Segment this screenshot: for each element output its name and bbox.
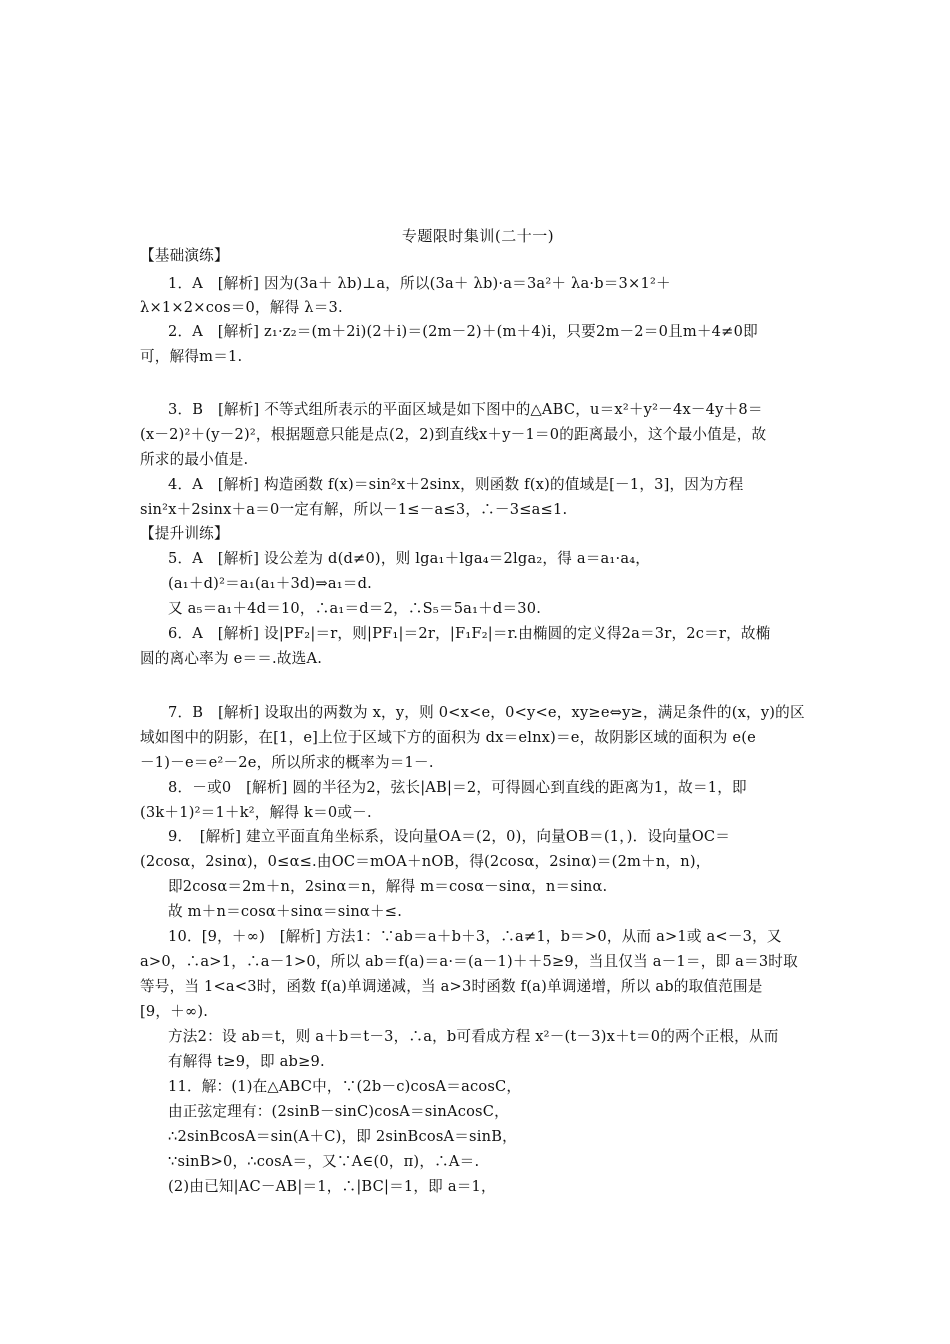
text-line: 域如图中的阴影，在[1，e]上位于区域下方的面积为 dx＝elnx)＝e，故阴影区域的面积为 e(e — [140, 729, 756, 746]
text-line: 5．A [解析] 设公差为 d(d≠0)，则 lga₁＋lga₄＝2lga₂，得 a＝a₁·a₄， — [168, 550, 651, 567]
text-line: 由正弦定理有：(2sinB－sinC)cosA＝sinAcosC， — [168, 1103, 509, 1120]
text-line: a>0，∴a>1，∴a－1>0，所以 ab＝f(a)＝a·＝(a－1)＋＋5≥9，当且仅当 a－1＝，即 a＝3时取 — [140, 953, 798, 970]
text-line: 方法2：设 ab＝t，则 a＋b＝t－3，∴a，b可看成方程 x²－(t－3)x＋t＝0的两个正根，从而 — [168, 1028, 779, 1045]
text-line: 所求的最小值是. — [140, 451, 249, 468]
text-line: 1．A [解析] 因为(3a＋ λb)⊥a，所以(3a＋ λb)·a＝3a²＋ λa·b＝3×1²＋ — [168, 275, 671, 292]
text-line: λ×1×2×cos＝0，解得 λ＝3. — [140, 299, 343, 316]
section-heading-basic: 【基础演练】 — [140, 247, 229, 264]
document-page — [140, 0, 816, 1344]
text-line: 11．解：(1)在△ABC中，∵(2b－c)cosA＝acosC， — [168, 1078, 522, 1095]
text-line: (3k＋1)²＝1＋k²，解得 k＝0或－. — [140, 804, 372, 821]
text-line: 等号，当 1<a<3时，函数 f(a)单调递减，当 a>3时函数 f(a)单调递增，所以 ab的取值范围是 — [140, 978, 763, 995]
text-line: 4．A [解析] 构造函数 f(x)＝sin²x＋2sinx，则函数 f(x)的值域是[－1，3]，因为方程 — [168, 476, 744, 493]
text-line: 9． [解析] 建立平面直角坐标系，设向量OA＝(2，0)，向量OB＝(1，)．设向量OC＝ — [168, 828, 731, 845]
page-title: 专题限时集训(二十一) — [401, 227, 555, 245]
text-line: 故 m＋n＝cosα＋sinα＝sinα＋≤. — [168, 903, 403, 920]
section-heading-advanced: 【提升训练】 — [140, 525, 229, 542]
text-line: (a₁＋d)²＝a₁(a₁＋3d)⇒a₁＝d. — [168, 575, 372, 592]
text-line: 又 a₅＝a₁＋4d＝10，∴a₁＝d＝2，∴S₅＝5a₁＋d＝30. — [168, 600, 542, 617]
text-line: (x－2)²＋(y－2)²，根据题意只能是点(2，2)到直线x＋y－1＝0的距离最小，这个最小值是，故 — [140, 426, 767, 443]
text-line: 6．A [解析] 设|PF₂|＝r，则|PF₁|＝2r，|F₁F₂|＝r.由椭圆的定义得2a＝3r，2c＝r，故椭 — [168, 625, 771, 642]
text-line: ∴2sinBcosA＝sin(A＋C)，即 2sinBcosA＝sinB， — [168, 1128, 517, 1145]
text-line: 即2cosα＝2m＋n，2sinα＝n，解得 m＝cosα－sinα，n＝sinα. — [168, 878, 608, 895]
text-line: －1)－e＝e²－2e，所以所求的概率为＝1－. — [140, 754, 434, 771]
text-line: [9，＋∞). — [140, 1003, 209, 1020]
text-line: (2cosα，2sinα)，0≤α≤.由OC＝mOA＋nOB，得(2cosα，2sinα)＝(2m＋n，n)， — [140, 853, 711, 870]
text-line: (2)由已知|AC－AB|＝1，∴|BC|＝1，即 a＝1， — [168, 1178, 496, 1195]
text-line: 2．A [解析] z₁·z₂＝(m＋2i)(2＋i)＝(2m－2)＋(m＋4)i，只要2m－2＝0且m＋4≠0即 — [168, 323, 758, 340]
text-line: 7．B [解析] 设取出的两数为 x，y，则 0<x<e，0<y<e，xy≥e⇔y≥，满足条件的(x，y)的区 — [168, 704, 805, 721]
text-line: 有解得 t≥9，即 ab≥9. — [168, 1053, 325, 1070]
text-line: ∵sinB>0，∴cosA＝，又∵A∈(0，π)，∴A＝. — [168, 1153, 480, 1170]
text-line: 10．[9，＋∞) [解析] 方法1：∵ab＝a＋b＋3，∴a≠1，b＝>0，从而 a>1或 a<－3，又 — [168, 928, 782, 945]
text-line: 8．－或0 [解析] 圆的半径为2，弦长|AB|＝2，可得圆心到直线的距离为1，故＝1，即 — [168, 779, 747, 796]
text-line: sin²x＋2sinx＋a＝0一定有解，所以－1≤－a≤3，∴－3≤a≤1. — [140, 501, 568, 518]
text-line: 圆的离心率为 e＝＝.故选A. — [140, 650, 323, 667]
text-line: 3．B [解析] 不等式组所表示的平面区域是如下图中的△ABC，u＝x²＋y²－4x－4y＋8＝ — [168, 401, 763, 418]
text-line: 可，解得m＝1. — [140, 348, 243, 365]
